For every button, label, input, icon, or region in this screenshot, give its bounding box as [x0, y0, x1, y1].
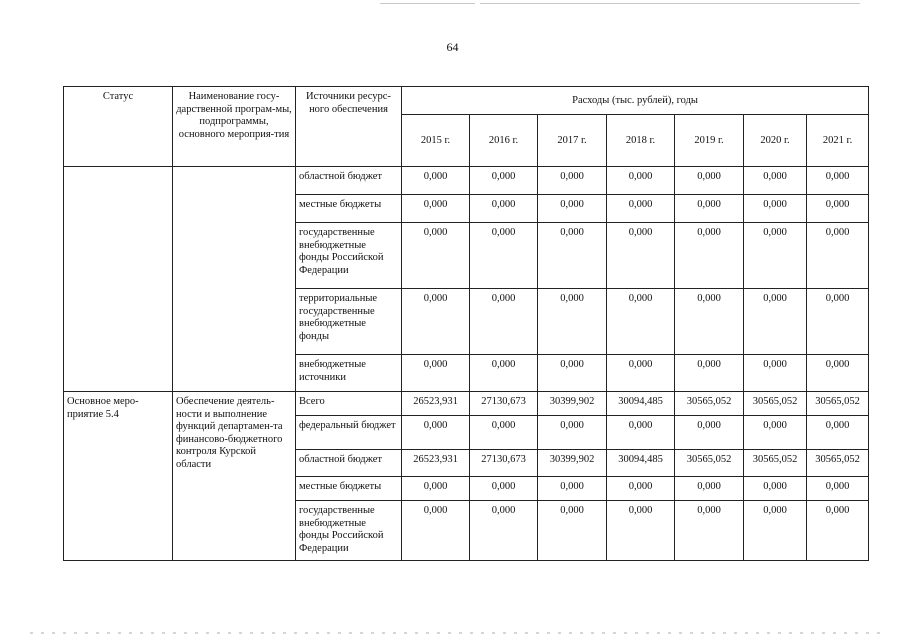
- name-cell: Обеспечение деятель-ности и выполнение функций департамен-та финансово-бюджетного контроля Курской области: [173, 392, 296, 561]
- value-cell: 0,000: [744, 289, 807, 355]
- source-cell: Всего: [296, 392, 402, 416]
- budget-table: [63, 86, 869, 561]
- header-year: 2021 г.: [807, 115, 869, 167]
- value-cell: 0,000: [538, 501, 607, 561]
- source-cell: территориальные государственные внебюджетные фонды: [296, 289, 402, 355]
- value-cell: 30565,052: [807, 450, 869, 477]
- header-year: 2015 г.: [402, 115, 470, 167]
- value-cell: 0,000: [607, 167, 675, 195]
- value-cell: 0,000: [470, 223, 538, 289]
- value-cell: 30399,902: [538, 392, 607, 416]
- value-cell: 0,000: [607, 416, 675, 450]
- value-cell: 30565,052: [807, 392, 869, 416]
- value-cell: 0,000: [402, 416, 470, 450]
- value-cell: 30094,485: [607, 450, 675, 477]
- value-cell: 0,000: [538, 289, 607, 355]
- value-cell: 0,000: [744, 223, 807, 289]
- header-year: 2020 г.: [744, 115, 807, 167]
- value-cell: 0,000: [607, 195, 675, 223]
- value-cell: 0,000: [402, 223, 470, 289]
- page-number: 64: [446, 40, 459, 54]
- value-cell: 27130,673: [470, 450, 538, 477]
- value-cell: 0,000: [402, 167, 470, 195]
- value-cell: 0,000: [807, 477, 869, 501]
- value-cell: 0,000: [807, 501, 869, 561]
- header-year: 2019 г.: [675, 115, 744, 167]
- value-cell: 0,000: [538, 167, 607, 195]
- name-cell: [173, 167, 296, 392]
- table-row: [64, 167, 869, 195]
- value-cell: 26523,931: [402, 392, 470, 416]
- value-cell: 0,000: [470, 289, 538, 355]
- header-sources: Источники ресурс-ного обеспечения: [296, 87, 402, 167]
- value-cell: 0,000: [675, 223, 744, 289]
- value-cell: 30565,052: [675, 392, 744, 416]
- header-status: Статус: [64, 87, 173, 167]
- value-cell: 0,000: [470, 477, 538, 501]
- value-cell: 0,000: [402, 355, 470, 392]
- header-year: 2017 г.: [538, 115, 607, 167]
- value-cell: 30094,485: [607, 392, 675, 416]
- source-cell: государственные внебюджетные фонды Российской Федерации: [296, 223, 402, 289]
- value-cell: 0,000: [607, 501, 675, 561]
- value-cell: 30565,052: [744, 392, 807, 416]
- scan-artifact-line: [480, 3, 860, 4]
- value-cell: 26523,931: [402, 450, 470, 477]
- value-cell: 0,000: [675, 477, 744, 501]
- value-cell: 0,000: [538, 355, 607, 392]
- source-cell: областной бюджет: [296, 167, 402, 195]
- source-cell: федеральный бюджет: [296, 416, 402, 450]
- value-cell: 0,000: [675, 416, 744, 450]
- value-cell: 0,000: [807, 167, 869, 195]
- source-cell: внебюджетные источники: [296, 355, 402, 392]
- value-cell: 0,000: [402, 289, 470, 355]
- scan-artifact-noise: [30, 632, 880, 634]
- value-cell: 0,000: [538, 195, 607, 223]
- value-cell: 0,000: [607, 477, 675, 501]
- value-cell: 27130,673: [470, 392, 538, 416]
- value-cell: 0,000: [470, 195, 538, 223]
- value-cell: 0,000: [675, 355, 744, 392]
- header-name: Наименование госу-дарственной програм-мы, подпрограммы, основного мероприя-тия: [173, 87, 296, 167]
- value-cell: 0,000: [538, 416, 607, 450]
- value-cell: 30399,902: [538, 450, 607, 477]
- value-cell: 0,000: [402, 477, 470, 501]
- value-cell: 0,000: [538, 477, 607, 501]
- value-cell: 0,000: [744, 195, 807, 223]
- value-cell: 0,000: [675, 167, 744, 195]
- source-cell: местные бюджеты: [296, 195, 402, 223]
- value-cell: 0,000: [744, 477, 807, 501]
- source-cell: областной бюджет: [296, 450, 402, 477]
- value-cell: 0,000: [470, 355, 538, 392]
- value-cell: 0,000: [807, 223, 869, 289]
- table-row: [64, 392, 869, 416]
- value-cell: 0,000: [744, 355, 807, 392]
- value-cell: 0,000: [470, 501, 538, 561]
- value-cell: 0,000: [402, 501, 470, 561]
- source-cell: государственные внебюджетные фонды Российской Федерации: [296, 501, 402, 561]
- value-cell: 0,000: [744, 416, 807, 450]
- table-header: [64, 87, 869, 167]
- value-cell: 30565,052: [744, 450, 807, 477]
- header-year: 2018 г.: [607, 115, 675, 167]
- value-cell: 0,000: [538, 223, 607, 289]
- header-year: 2016 г.: [470, 115, 538, 167]
- status-cell: [64, 167, 173, 392]
- value-cell: 0,000: [807, 355, 869, 392]
- value-cell: 0,000: [675, 289, 744, 355]
- value-cell: 0,000: [607, 355, 675, 392]
- value-cell: 0,000: [402, 195, 470, 223]
- value-cell: 0,000: [675, 501, 744, 561]
- value-cell: 0,000: [807, 289, 869, 355]
- value-cell: 0,000: [607, 223, 675, 289]
- status-cell: Основное меро-приятие 5.4: [64, 392, 173, 561]
- table-body: [64, 167, 869, 561]
- value-cell: 0,000: [470, 416, 538, 450]
- value-cell: 0,000: [675, 195, 744, 223]
- value-cell: 0,000: [744, 167, 807, 195]
- header-expenses: Расходы (тыс. рублей), годы: [402, 87, 869, 115]
- value-cell: 0,000: [807, 416, 869, 450]
- scan-artifact-line: [380, 3, 475, 4]
- value-cell: 0,000: [744, 501, 807, 561]
- source-cell: местные бюджеты: [296, 477, 402, 501]
- value-cell: 30565,052: [675, 450, 744, 477]
- value-cell: 0,000: [607, 289, 675, 355]
- value-cell: 0,000: [807, 195, 869, 223]
- value-cell: 0,000: [470, 167, 538, 195]
